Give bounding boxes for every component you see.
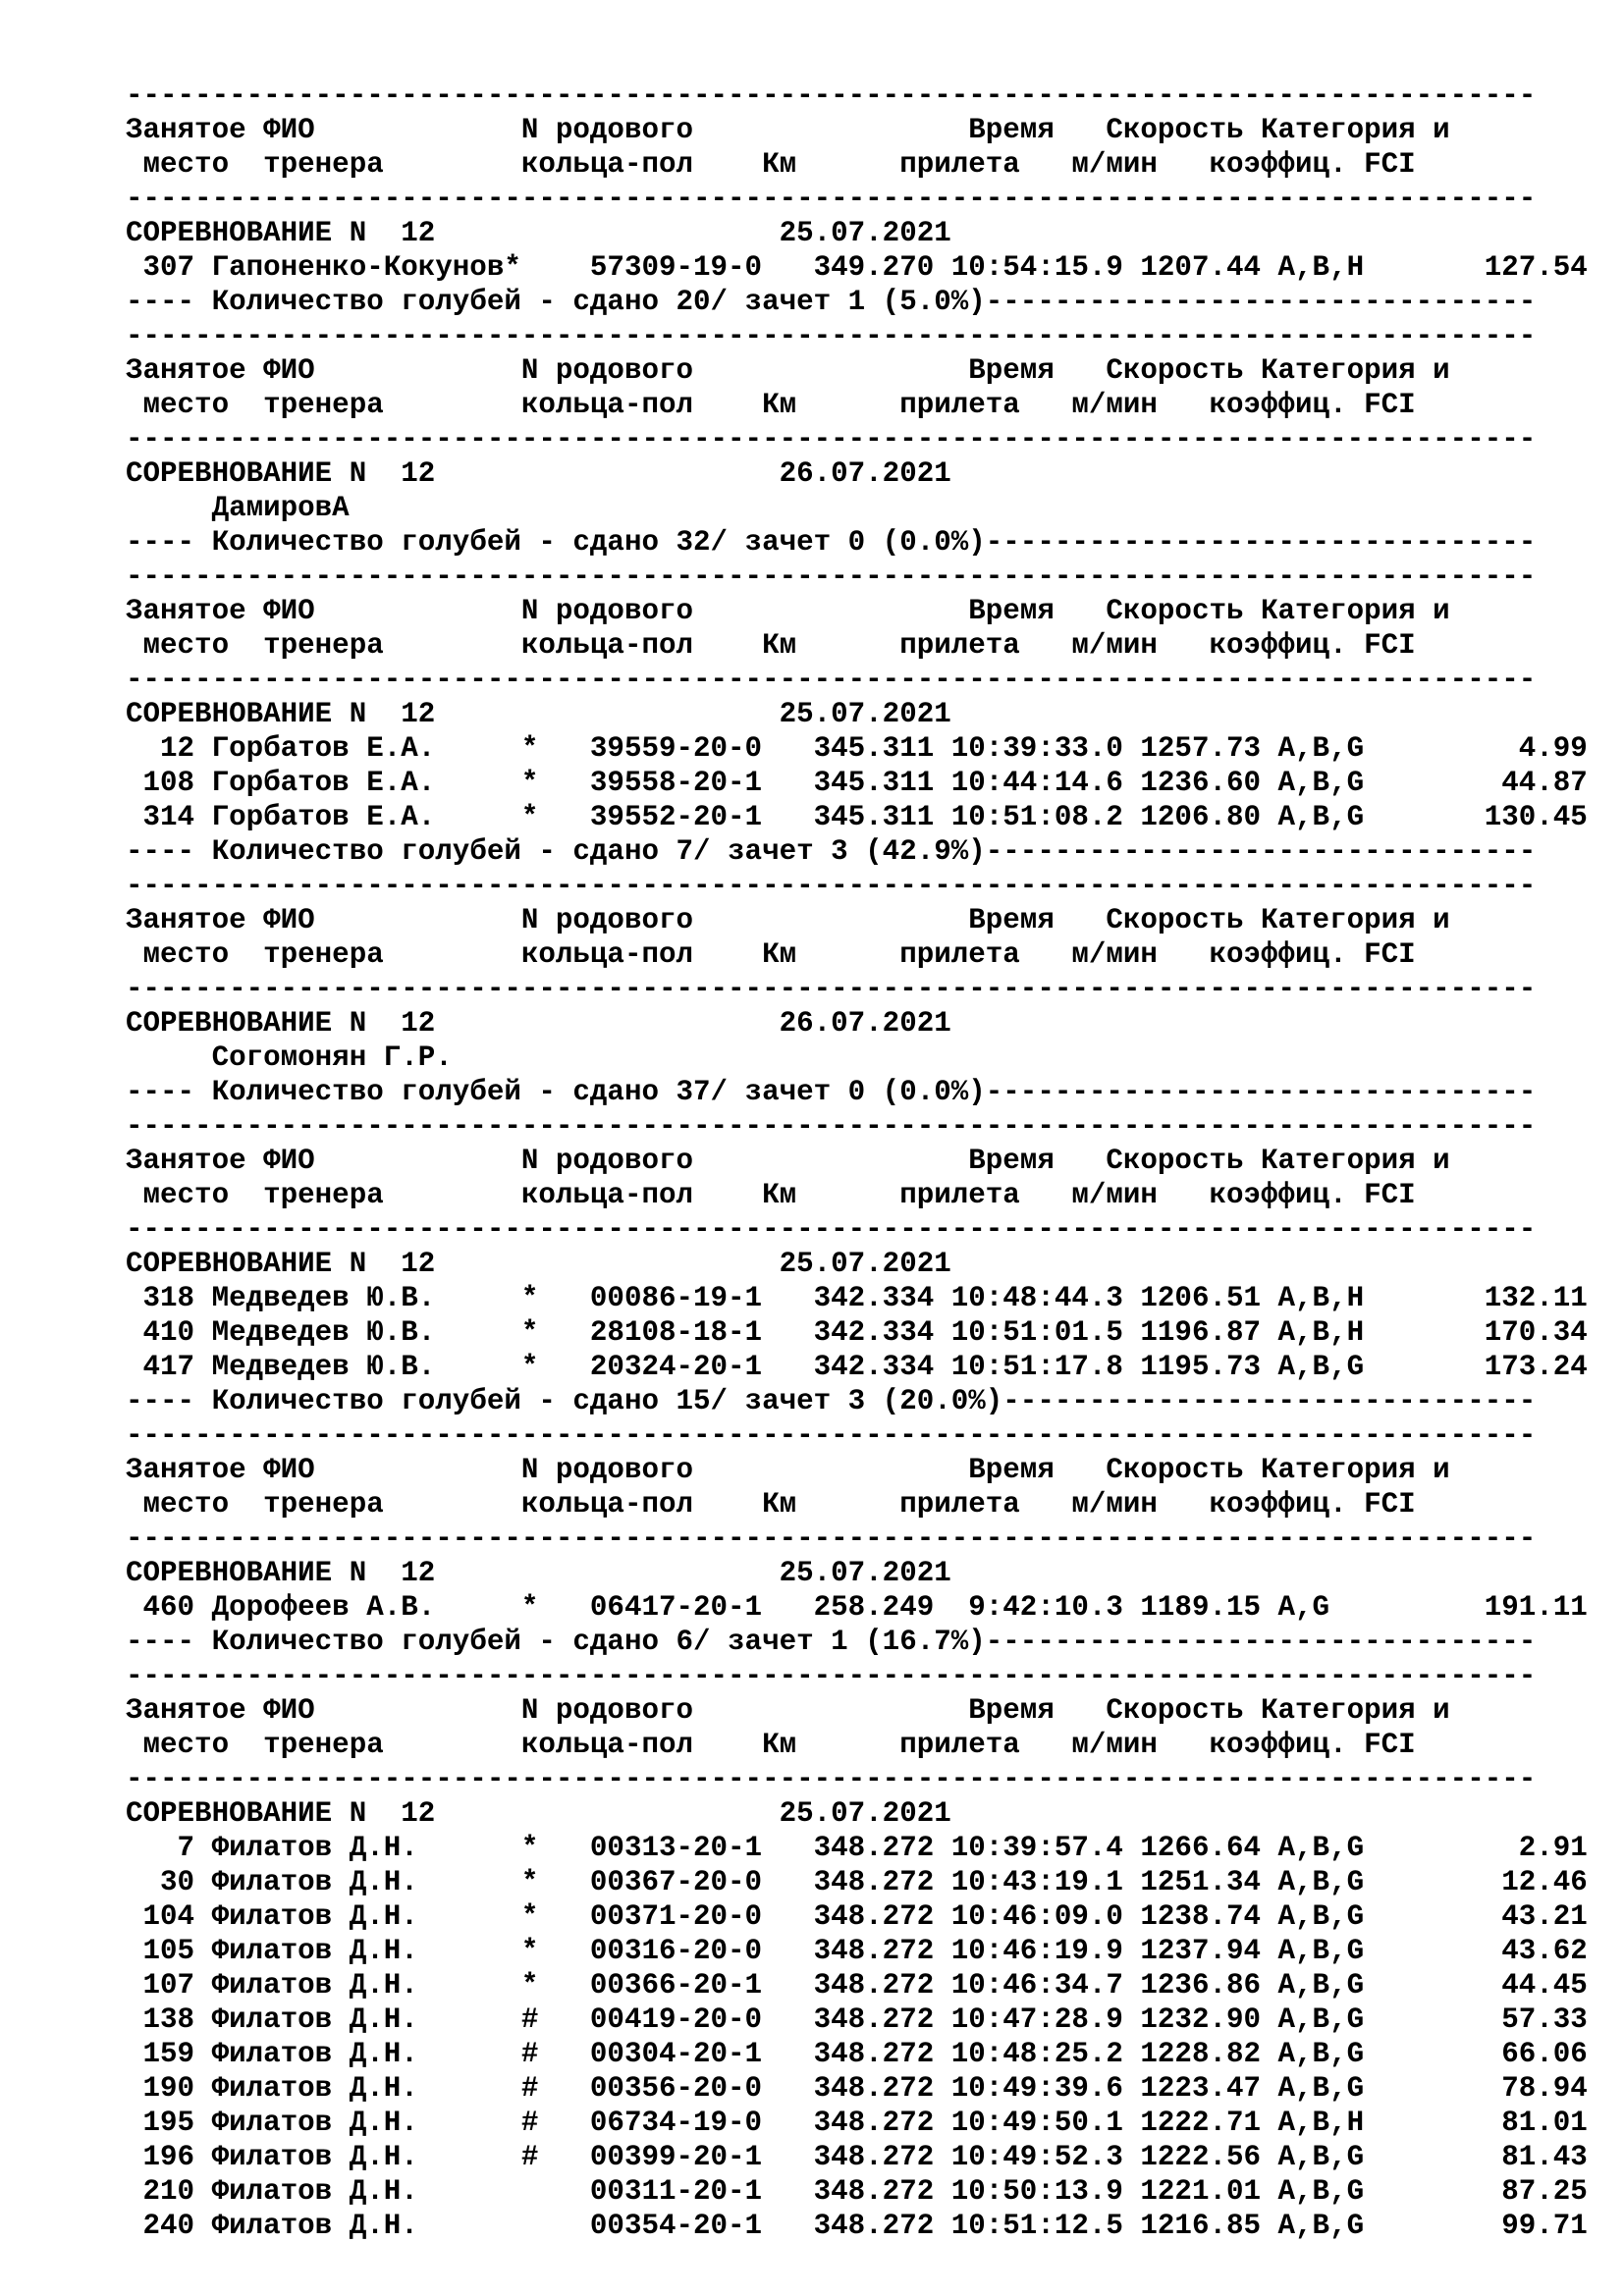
pigeon-count-summary: ---- Количество голубей - сдано 7/ зачет 3 (42.9%)-------------------------------- [126,835,1537,868]
result-row: 104 Филатов Д.Н. * 00371-20-0 348.272 10:46:09.0 1238.74 A,B,G 43.21 [126,1900,1588,1933]
column-header-row: Занятое ФИО N родового Время Скорость Категория и [126,1145,1537,1177]
competition-heading: СОРЕВНОВАНИЕ N 12 25.07.2021 [126,1557,951,1589]
trainer-name: Согомонян Г.Р. [126,1041,453,1074]
result-row: 318 Медведев Ю.В. * 00086-19-1 342.334 10:48:44.3 1206.51 A,B,H 132.11 [126,1282,1588,1314]
divider: ---------------------------------------------------------------------------------- [126,1522,1537,1555]
column-header-row: место тренера кольца-пол Км прилета м/мин коэффиц. FCI [126,1488,1537,1521]
competition-heading: СОРЕВНОВАНИЕ N 12 25.07.2021 [126,698,951,730]
result-row: 195 Филатов Д.Н. # 06734-19-0 348.272 10:49:50.1 1222.71 A,B,H 81.01 [126,2107,1588,2139]
column-header-row: место тренера кольца-пол Км прилета м/мин коэффиц. FCI [126,1179,1537,1211]
divider: ---------------------------------------------------------------------------------- [126,423,1537,455]
result-row: 240 Филатов Д.Н. 00354-20-1 348.272 10:51:12.5 1216.85 A,B,G 99.71 [126,2210,1588,2242]
divider: ---------------------------------------------------------------------------------- [126,870,1537,902]
column-header-row: Занятое ФИО N родового Время Скорость Категория и [126,354,1537,387]
divider: ---------------------------------------------------------------------------------- [126,973,1537,1005]
divider: ---------------------------------------------------------------------------------- [126,1419,1537,1452]
column-header-row: Занятое ФИО N родового Время Скорость Категория и [126,1694,1537,1727]
column-header-row: место тренера кольца-пол Км прилета м/мин коэффиц. FCI [126,389,1537,421]
pigeon-count-summary: ---- Количество голубей - сдано 32/ зачет 0 (0.0%)-------------------------------- [126,526,1537,559]
result-row: 159 Филатов Д.Н. # 00304-20-1 348.272 10:48:25.2 1228.82 A,B,G 66.06 [126,2038,1588,2070]
competition-heading: СОРЕВНОВАНИЕ N 12 25.07.2021 [126,217,951,249]
divider: ---------------------------------------------------------------------------------- [126,664,1537,696]
result-row: 138 Филатов Д.Н. # 00419-20-0 348.272 10:47:28.9 1232.90 A,B,G 57.33 [126,2003,1588,2036]
competition-heading: СОРЕВНОВАНИЕ N 12 26.07.2021 [126,457,951,490]
result-row: 417 Медведев Ю.В. * 20324-20-1 342.334 10:51:17.8 1195.73 A,B,G 173.24 [126,1351,1588,1383]
trainer-name: ДамировА [126,492,350,524]
result-row: 307 Гапоненко-Кокунов* 57309-19-0 349.270 10:54:15.9 1207.44 A,B,H 127.54 [126,251,1588,284]
result-row: 190 Филатов Д.Н. # 00356-20-0 348.272 10:49:39.6 1223.47 A,B,G 78.94 [126,2072,1588,2105]
divider: ---------------------------------------------------------------------------------- [126,183,1537,215]
competition-heading: СОРЕВНОВАНИЕ N 12 25.07.2021 [126,1797,951,1830]
result-row: 314 Горбатов Е.А. * 39552-20-1 345.311 10:51:08.2 1206.80 A,B,G 130.45 [126,801,1588,833]
result-row: 107 Филатов Д.Н. * 00366-20-1 348.272 10:46:34.7 1236.86 A,B,G 44.45 [126,1969,1588,2002]
pigeon-count-summary: ---- Количество голубей - сдано 20/ зачет 1 (5.0%)-------------------------------- [126,286,1537,318]
column-header-row: место тренера кольца-пол Км прилета м/мин коэффиц. FCI [126,629,1537,662]
results-report [126,79,1588,2243]
divider: ---------------------------------------------------------------------------------- [126,1763,1537,1795]
result-row: 105 Филатов Д.Н. * 00316-20-0 348.272 10:46:19.9 1237.94 A,B,G 43.62 [126,1935,1588,1967]
divider: ---------------------------------------------------------------------------------- [126,1213,1537,1246]
competition-heading: СОРЕВНОВАНИЕ N 12 26.07.2021 [126,1007,951,1040]
divider: ---------------------------------------------------------------------------------- [126,1660,1537,1692]
result-row: 7 Филатов Д.Н. * 00313-20-1 348.272 10:39:57.4 1266.64 A,B,G 2.91 [126,1832,1588,1864]
column-header-row: место тренера кольца-пол Км прилета м/мин коэффиц. FCI [126,938,1537,971]
divider: ---------------------------------------------------------------------------------- [126,561,1537,593]
result-row: 196 Филатов Д.Н. # 00399-20-1 348.272 10:49:52.3 1222.56 A,B,G 81.43 [126,2141,1588,2173]
pigeon-count-summary: ---- Количество голубей - сдано 37/ зачет 0 (0.0%)-------------------------------- [126,1076,1537,1108]
result-row: 210 Филатов Д.Н. 00311-20-1 348.272 10:50:13.9 1221.01 A,B,G 87.25 [126,2175,1588,2208]
divider: ---------------------------------------------------------------------------------- [126,80,1537,112]
column-header-row: Занятое ФИО N родового Время Скорость Категория и [126,1454,1537,1486]
column-header-row: Занятое ФИО N родового Время Скорость Категория и [126,114,1537,146]
result-row: 460 Дорофеев А.В. * 06417-20-1 258.249 9:42:10.3 1189.15 A,G 191.11 [126,1591,1588,1624]
pigeon-count-summary: ---- Количество голубей - сдано 15/ зачет 3 (20.0%)------------------------------- [126,1385,1537,1417]
result-row: 108 Горбатов Е.А. * 39558-20-1 345.311 10:44:14.6 1236.60 A,B,G 44.87 [126,767,1588,799]
column-header-row: место тренера кольца-пол Км прилета м/мин коэффиц. FCI [126,1729,1537,1761]
divider: ---------------------------------------------------------------------------------- [126,1110,1537,1143]
column-header-row: Занятое ФИО N родового Время Скорость Категория и [126,904,1537,936]
result-row: 410 Медведев Ю.В. * 28108-18-1 342.334 10:51:01.5 1196.87 A,B,H 170.34 [126,1316,1588,1349]
divider: ---------------------------------------------------------------------------------- [126,320,1537,352]
column-header-row: место тренера кольца-пол Км прилета м/мин коэффиц. FCI [126,148,1537,181]
result-row: 30 Филатов Д.Н. * 00367-20-0 348.272 10:43:19.1 1251.34 A,B,G 12.46 [126,1866,1588,1898]
pigeon-count-summary: ---- Количество голубей - сдано 6/ зачет 1 (16.7%)-------------------------------- [126,1626,1537,1658]
column-header-row: Занятое ФИО N родового Время Скорость Категория и [126,595,1537,627]
result-row: 12 Горбатов Е.А. * 39559-20-0 345.311 10:39:33.0 1257.73 A,B,G 4.99 [126,732,1588,765]
competition-heading: СОРЕВНОВАНИЕ N 12 25.07.2021 [126,1248,951,1280]
